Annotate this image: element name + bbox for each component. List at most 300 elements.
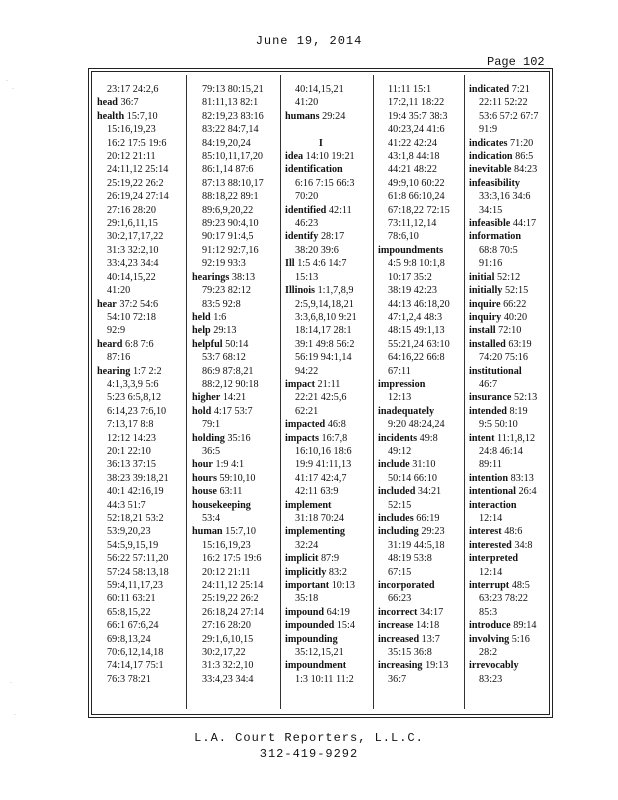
index-entry-continuation: 22:11 52:22	[479, 97, 528, 109]
index-entry-continuation: 7:13,17 8:8	[107, 419, 154, 431]
index-entry	[285, 150, 357, 163]
index-entry	[469, 633, 538, 646]
index-term: house	[192, 486, 217, 498]
index-entry-continuation: 31:18 70:24	[295, 513, 344, 524]
index-entry-continuation: 12:14	[479, 566, 503, 578]
index-entry-continuation: 89:11	[479, 459, 502, 471]
index-column-4	[378, 83, 450, 686]
index-entry-continuation: 79:1	[202, 419, 221, 431]
index-entry-continuation: 30:2,17,17,22	[107, 231, 164, 243]
index-references: 34:21	[415, 486, 442, 498]
index-entry-continuation: 6:16 7:15 66:3	[295, 177, 355, 189]
index-term: intentional	[469, 486, 516, 498]
index-entry	[469, 217, 538, 230]
index-term: infeasible	[469, 218, 511, 230]
index-entry-continuation: 26:18,24 27:14	[202, 606, 264, 618]
index-column-5	[469, 83, 538, 686]
index-entry	[378, 405, 450, 418]
index-entry-continuation: 40:14,15,22	[107, 271, 156, 283]
index-entry-continuation: 50:14 66:10	[388, 472, 437, 484]
index-entry-continuation: 41:17 42:4,7	[295, 472, 347, 484]
index-entry-continuation: 32:24	[295, 539, 319, 551]
index-term: insurance	[469, 392, 512, 404]
index-term: impact	[285, 378, 315, 390]
index-entry-continuation: 56:19 94:1,14	[295, 352, 352, 364]
index-entry	[192, 499, 264, 512]
index-entry	[469, 83, 538, 96]
index-term: Ill	[285, 258, 295, 270]
index-entry-continuation: 19:9 41:11,13	[295, 459, 352, 471]
index-term: indication	[469, 151, 513, 163]
index-entry-continuation: 88:2,12 90:18	[202, 378, 259, 390]
index-references: 64:19	[324, 606, 350, 618]
index-entry	[285, 110, 357, 123]
index-entry-continuation: 44:13 46:18,20	[388, 298, 450, 310]
index-entry-continuation: 83:23	[479, 673, 503, 685]
index-entry-continuation: 36:7	[388, 673, 407, 685]
index-entry-continuation: 90:17 91:4,5	[202, 231, 254, 243]
index-references: 89:14	[510, 620, 537, 632]
index-term: including	[378, 526, 419, 538]
index-entry-continuation: 48:15 49:1,13	[388, 325, 445, 337]
index-references: 49:8	[417, 432, 438, 444]
index-entry-continuation: 31:19 44:5,18	[388, 539, 445, 551]
index-entry	[97, 110, 169, 123]
index-entry	[97, 365, 169, 378]
index-box	[88, 68, 553, 718]
index-entry-continuation: 87:16	[107, 352, 131, 364]
index-references: 46:8	[325, 419, 346, 431]
index-entry-continuation: 63:23 78:22	[479, 593, 528, 605]
index-entry-continuation: 2:5,9,14,18,21	[295, 298, 354, 310]
index-references: 16:7,8	[318, 432, 348, 444]
index-term: initially	[469, 285, 503, 297]
index-entry	[378, 458, 450, 471]
index-entry-continuation: 29:1,6,10,15	[202, 633, 254, 645]
index-term: increasing	[378, 660, 423, 672]
index-entry	[192, 324, 264, 337]
index-entry	[285, 137, 357, 150]
header-date: June 19, 2014	[255, 34, 363, 48]
court-reporter-phone: 312-419-9292	[259, 747, 359, 761]
index-entry-continuation: 69:8,13,24	[107, 633, 151, 645]
index-term: impoundments	[378, 244, 444, 256]
index-references: 83:13	[508, 472, 534, 484]
index-entry-continuation: 24:11,12 25:14	[202, 580, 264, 592]
index-term: human	[192, 526, 223, 538]
index-references: 52:12	[494, 271, 521, 283]
index-term: important	[285, 580, 330, 592]
index-entry	[469, 137, 538, 150]
index-entry-continuation: 41:20	[107, 285, 131, 297]
index-column-1	[97, 83, 169, 686]
index-entry-continuation: 67:15	[388, 566, 412, 578]
index-entry-continuation: 73:11,12,14	[388, 218, 437, 230]
index-entry	[192, 271, 264, 284]
index-entry-continuation	[285, 123, 357, 136]
index-entry-continuation: 16:10,16 18:6	[295, 445, 352, 457]
index-entry	[192, 472, 264, 485]
index-term: impounding	[285, 633, 338, 645]
index-entry-continuation: 35:18	[295, 593, 319, 605]
index-entry-continuation: 33:4,23 34:4	[107, 258, 159, 270]
index-term: implicitly	[285, 566, 327, 578]
index-references: 15:7,10	[124, 110, 158, 122]
index-entry	[285, 230, 357, 243]
scan-speck: ·	[6, 78, 8, 84]
index-entry-continuation: 30:2,17,22	[202, 647, 246, 659]
index-entry	[469, 271, 538, 284]
index-references: 52:15	[502, 285, 529, 297]
index-entry	[285, 659, 357, 672]
index-entry	[285, 257, 357, 270]
index-entry	[469, 298, 538, 311]
index-entry-continuation: 35:15 36:8	[388, 647, 432, 659]
index-references: 86:5	[512, 151, 534, 163]
index-entry-continuation: 52:18,21 53:2	[107, 513, 164, 524]
index-references: 40:20	[501, 311, 528, 323]
index-entry-continuation: 57:24 58:13,18	[107, 566, 169, 578]
index-entry-continuation: 41:22 42:24	[388, 137, 437, 149]
index-entry-continuation: 15:16,19,23	[107, 124, 156, 136]
index-term: hour	[192, 459, 213, 471]
page-number: Page 102	[487, 55, 545, 69]
index-entry-continuation: 88:18,22 89:1	[202, 191, 259, 203]
index-entry-continuation: 60:11 63:21	[107, 593, 156, 605]
index-term: interest	[469, 526, 502, 538]
index-entry	[378, 579, 450, 592]
index-entry-continuation: 49:9,10 60:22	[388, 177, 445, 189]
index-references: 1:5 4:6 14:7	[294, 258, 347, 270]
index-references: 1:7 2:2	[130, 365, 162, 377]
index-entry-continuation: 70:20	[295, 191, 319, 203]
index-entry-continuation: 74:20 75:16	[479, 352, 528, 364]
index-entry-continuation: 25:19,22 26:2	[202, 593, 259, 605]
index-term: inquire	[469, 298, 501, 310]
index-term: inadequately	[378, 405, 435, 417]
index-entry	[469, 284, 538, 297]
index-entry-continuation: 36:13 37:15	[107, 459, 156, 471]
index-entry-continuation: 85:3	[479, 606, 498, 618]
index-term: indicates	[469, 137, 508, 149]
index-references: 21:11	[315, 378, 341, 390]
index-entry-continuation: 89:6,9,20,22	[202, 204, 254, 216]
index-entry	[285, 284, 357, 297]
index-entry	[285, 619, 357, 632]
index-entry-continuation: 31:3 32:2,10	[202, 660, 254, 672]
index-entry-continuation: 49:12	[388, 445, 412, 457]
index-references: 34:17	[417, 606, 444, 618]
index-term: higher	[192, 392, 221, 404]
index-entry	[97, 338, 169, 351]
index-entry	[469, 432, 538, 445]
index-entry-continuation: 67:11	[388, 365, 411, 377]
index-entry	[378, 659, 450, 672]
index-entry-continuation: 40:23,24 41:6	[388, 124, 445, 136]
index-entry-continuation: 83:5 92:8	[202, 298, 241, 310]
index-entry-continuation: 16:2 17:5 19:6	[202, 553, 262, 565]
index-term: incorrect	[378, 606, 418, 618]
index-entry-continuation: 52:15	[388, 499, 412, 511]
index-entry	[192, 432, 264, 445]
index-term: impound	[285, 606, 325, 618]
index-entry-continuation: 61:8 66:10,24	[388, 191, 445, 203]
index-entry-continuation: 16:2 17:5 19:6	[107, 137, 167, 149]
index-entry-continuation: 44:21 48:22	[388, 164, 437, 176]
index-references: 66:19	[413, 513, 440, 524]
index-entry-continuation: 46:23	[295, 218, 319, 230]
index-references: 83:2	[326, 566, 347, 578]
index-entry-continuation: 47:1,2,4 48:3	[388, 311, 443, 323]
index-references: 72:10	[495, 325, 522, 337]
index-entry-continuation: 66:1 67:6,24	[107, 620, 159, 632]
index-entry	[285, 418, 357, 431]
index-entry	[378, 525, 450, 538]
index-entry-continuation: 6:14,23 7:6,10	[107, 405, 167, 417]
index-entry-continuation: 62:21	[295, 405, 319, 417]
index-references: 48:5	[509, 580, 530, 592]
index-term: hear	[97, 298, 117, 310]
index-term: I	[318, 137, 323, 149]
index-references: 1:9 4:1	[212, 459, 245, 471]
index-entry-continuation: 12:13	[388, 392, 412, 404]
index-term: implement	[285, 499, 332, 511]
index-entry-continuation: 35:12,15,21	[295, 647, 344, 659]
index-term: head	[97, 97, 118, 109]
index-entry-continuation: 94:22	[295, 365, 319, 377]
index-references: 19:13	[422, 660, 449, 672]
index-entry-continuation: 82:19,23 83:16	[202, 110, 264, 122]
index-entry	[192, 391, 264, 404]
column-divider	[464, 75, 465, 709]
index-references: 5:16	[509, 633, 530, 645]
index-entry-continuation: 42:11 63:9	[295, 486, 339, 498]
index-entry	[469, 163, 538, 176]
index-term: impounded	[285, 620, 335, 632]
index-entry-continuation: 91:9	[479, 124, 498, 136]
index-references: 14:18	[413, 620, 440, 632]
index-entry-continuation: 86:9 87:8,21	[202, 365, 254, 377]
index-entry	[378, 378, 450, 391]
index-term: involving	[469, 633, 510, 645]
index-entry-continuation: 12:12 14:23	[107, 432, 156, 444]
index-entry-continuation: 55:21,24 63:10	[388, 338, 450, 350]
index-entry	[469, 499, 538, 512]
index-entry-continuation: 67:18,22 72:15	[388, 204, 450, 216]
index-entry-continuation: 53:9,20,23	[107, 526, 151, 538]
index-entry-continuation: 54:10 72:18	[107, 311, 156, 323]
index-entry	[469, 525, 538, 538]
index-entry	[378, 432, 450, 445]
index-term: hold	[192, 405, 212, 417]
index-term: intent	[469, 432, 495, 444]
index-term: installed	[469, 338, 506, 350]
index-references: 4:17 53:7	[211, 405, 253, 417]
index-column-3	[285, 83, 357, 686]
index-entry	[192, 485, 264, 498]
index-entry-continuation: 53:4	[202, 513, 221, 524]
index-term: impoundment	[285, 660, 347, 672]
index-term: interrupt	[469, 580, 510, 592]
index-term: humans	[285, 110, 320, 122]
index-entry-continuation: 85:10,11,17,20	[202, 151, 264, 163]
index-term: install	[469, 325, 496, 337]
index-entry-continuation: 33:3,16 34:6	[479, 191, 531, 203]
index-entry	[285, 432, 357, 445]
index-entry-continuation: 70:6,12,14,18	[107, 647, 164, 659]
index-entry	[285, 606, 357, 619]
index-entry-continuation: 4:5 9:8 10:1,8	[388, 258, 445, 270]
index-entry	[97, 298, 169, 311]
index-references: 1:1,7,8,9	[315, 285, 354, 297]
index-entry-continuation: 40:1 42:16,19	[107, 486, 164, 498]
index-entry	[285, 579, 357, 592]
index-entry	[469, 539, 538, 552]
column-divider	[186, 75, 187, 709]
index-entry-continuation: 4:1,3,3,9 5:6	[107, 378, 159, 390]
index-references: 48:6	[501, 526, 523, 538]
index-entry	[192, 338, 264, 351]
index-references: 87:9	[318, 553, 340, 565]
scan-speck: ·	[10, 680, 12, 686]
index-entry	[469, 311, 538, 324]
index-entry-continuation: 87:13 88:10,17	[202, 177, 264, 189]
index-entry-continuation: 38:23 39:18,21	[107, 472, 169, 484]
index-term: helpful	[192, 338, 223, 350]
index-term: irrevocably	[469, 660, 519, 672]
index-references: 66:22	[500, 298, 527, 310]
index-references: 84:23	[511, 164, 538, 176]
index-entry-continuation: 15:13	[295, 271, 319, 283]
index-entry-continuation: 31:3 32:2,10	[107, 244, 159, 256]
index-references: 44:17	[510, 218, 537, 230]
index-entry	[469, 338, 538, 351]
index-term: indicated	[469, 84, 510, 95]
index-references: 34:8	[511, 539, 533, 551]
index-term: idea	[285, 151, 304, 163]
index-term: information	[469, 231, 522, 243]
index-references: 52:13	[511, 392, 538, 404]
index-references: 63:11	[216, 486, 243, 498]
index-entry	[192, 405, 264, 418]
index-entry-continuation: 20:1 22:10	[107, 445, 151, 457]
index-entry-continuation: 3:3,6,8,10 9:21	[295, 311, 357, 323]
index-entry	[469, 391, 538, 404]
index-entry-continuation: 91:12 92:7,16	[202, 244, 259, 256]
index-entry-continuation: 91:16	[479, 258, 503, 270]
index-references: 14:21	[220, 392, 247, 404]
index-references: 15:4	[334, 620, 355, 632]
index-entry-continuation: 20:12 21:11	[202, 566, 251, 578]
index-term: institutional	[469, 365, 522, 377]
index-entry	[469, 230, 538, 243]
index-entry-continuation: 34:15	[479, 204, 503, 216]
index-entry	[285, 552, 357, 565]
index-term: identification	[285, 164, 343, 176]
index-references: 42:11	[326, 204, 352, 216]
index-entry-continuation: 24:11,12 25:14	[107, 164, 169, 176]
court-reporter-name: L.A. Court Reporters, L.L.C.	[194, 731, 424, 745]
index-entry-continuation: 1:3 10:11 11:2	[295, 673, 354, 685]
index-entry-continuation: 43:1,8 44:18	[388, 151, 440, 163]
index-entry-continuation: 54:5,9,15,19	[107, 539, 159, 551]
index-term: includes	[378, 513, 414, 524]
index-entry-continuation: 83:22 84:7,14	[202, 124, 259, 136]
index-term: intention	[469, 472, 509, 484]
index-term: increase	[378, 620, 414, 632]
index-entry-continuation: 39:1 49:8 56:2	[295, 338, 355, 350]
index-entry-continuation: 26:19,24 27:14	[107, 191, 169, 203]
index-entry-continuation: 53:7 68:12	[202, 352, 246, 364]
index-entry	[469, 619, 538, 632]
index-references: 13:7	[419, 633, 440, 645]
index-term: intended	[469, 405, 507, 417]
index-term: infeasibility	[469, 177, 520, 189]
index-entry-continuation: 89:23 90:4,10	[202, 218, 259, 230]
index-entry	[469, 552, 538, 565]
index-entry	[469, 579, 538, 592]
index-references: 14:10 19:21	[303, 151, 355, 163]
index-references: 28:17	[318, 231, 345, 243]
column-divider	[373, 75, 374, 709]
index-entry	[285, 566, 357, 579]
index-entry	[378, 512, 450, 525]
index-term: implementing	[285, 526, 345, 538]
index-entry-continuation: 27:16 28:20	[202, 620, 251, 632]
index-references: 11:1,8,12	[494, 432, 536, 444]
index-entry	[378, 619, 450, 632]
index-references: 26:4	[515, 486, 537, 498]
index-entry-continuation: 41:20	[295, 97, 319, 109]
index-term: heard	[97, 338, 123, 350]
index-references: 29:23	[418, 526, 445, 538]
index-term: implicit	[285, 553, 319, 565]
index-term: identified	[285, 204, 327, 216]
index-term: incidents	[378, 432, 418, 444]
index-references: 59:10,10	[216, 472, 256, 484]
index-term: increased	[378, 633, 420, 645]
index-entry-continuation: 81:11,13 82:1	[202, 97, 259, 109]
index-entry-continuation: 66:23	[388, 593, 412, 605]
index-entry	[469, 405, 538, 418]
index-term: holding	[192, 432, 225, 444]
index-entry-continuation: 19:4 35:7 38:3	[388, 110, 448, 122]
index-column-2	[192, 83, 264, 686]
index-entry-continuation: 76:3 78:21	[107, 673, 151, 685]
index-entry	[469, 177, 538, 190]
index-references: 15:7,10	[222, 526, 256, 538]
index-entry-continuation: 38:19 42:23	[388, 285, 437, 297]
index-references: 29:13	[210, 325, 237, 337]
index-term: included	[378, 486, 416, 498]
index-entry-continuation: 5:23 6:5,8,12	[107, 392, 162, 404]
index-term: health	[97, 110, 125, 122]
index-references: 8:19	[506, 405, 528, 417]
index-entry-continuation: 59:4,11,17,23	[107, 580, 163, 592]
index-entry	[378, 485, 450, 498]
index-term: help	[192, 325, 211, 337]
index-entry-continuation: 40:14,15,21	[295, 84, 344, 95]
scan-speck: ·	[14, 712, 16, 718]
index-entry	[285, 378, 357, 391]
index-entry-continuation: 79:23 82:12	[202, 285, 251, 297]
index-entry-continuation: 9:5 50:10	[479, 419, 518, 431]
index-entry-continuation: 28:2	[479, 647, 498, 659]
index-references: 50:14	[222, 338, 249, 350]
index-entry-continuation: 10:17 35:2	[388, 271, 432, 283]
index-term: interpreted	[469, 553, 519, 565]
index-entry-continuation: 17:2,11 18:22	[388, 97, 445, 109]
